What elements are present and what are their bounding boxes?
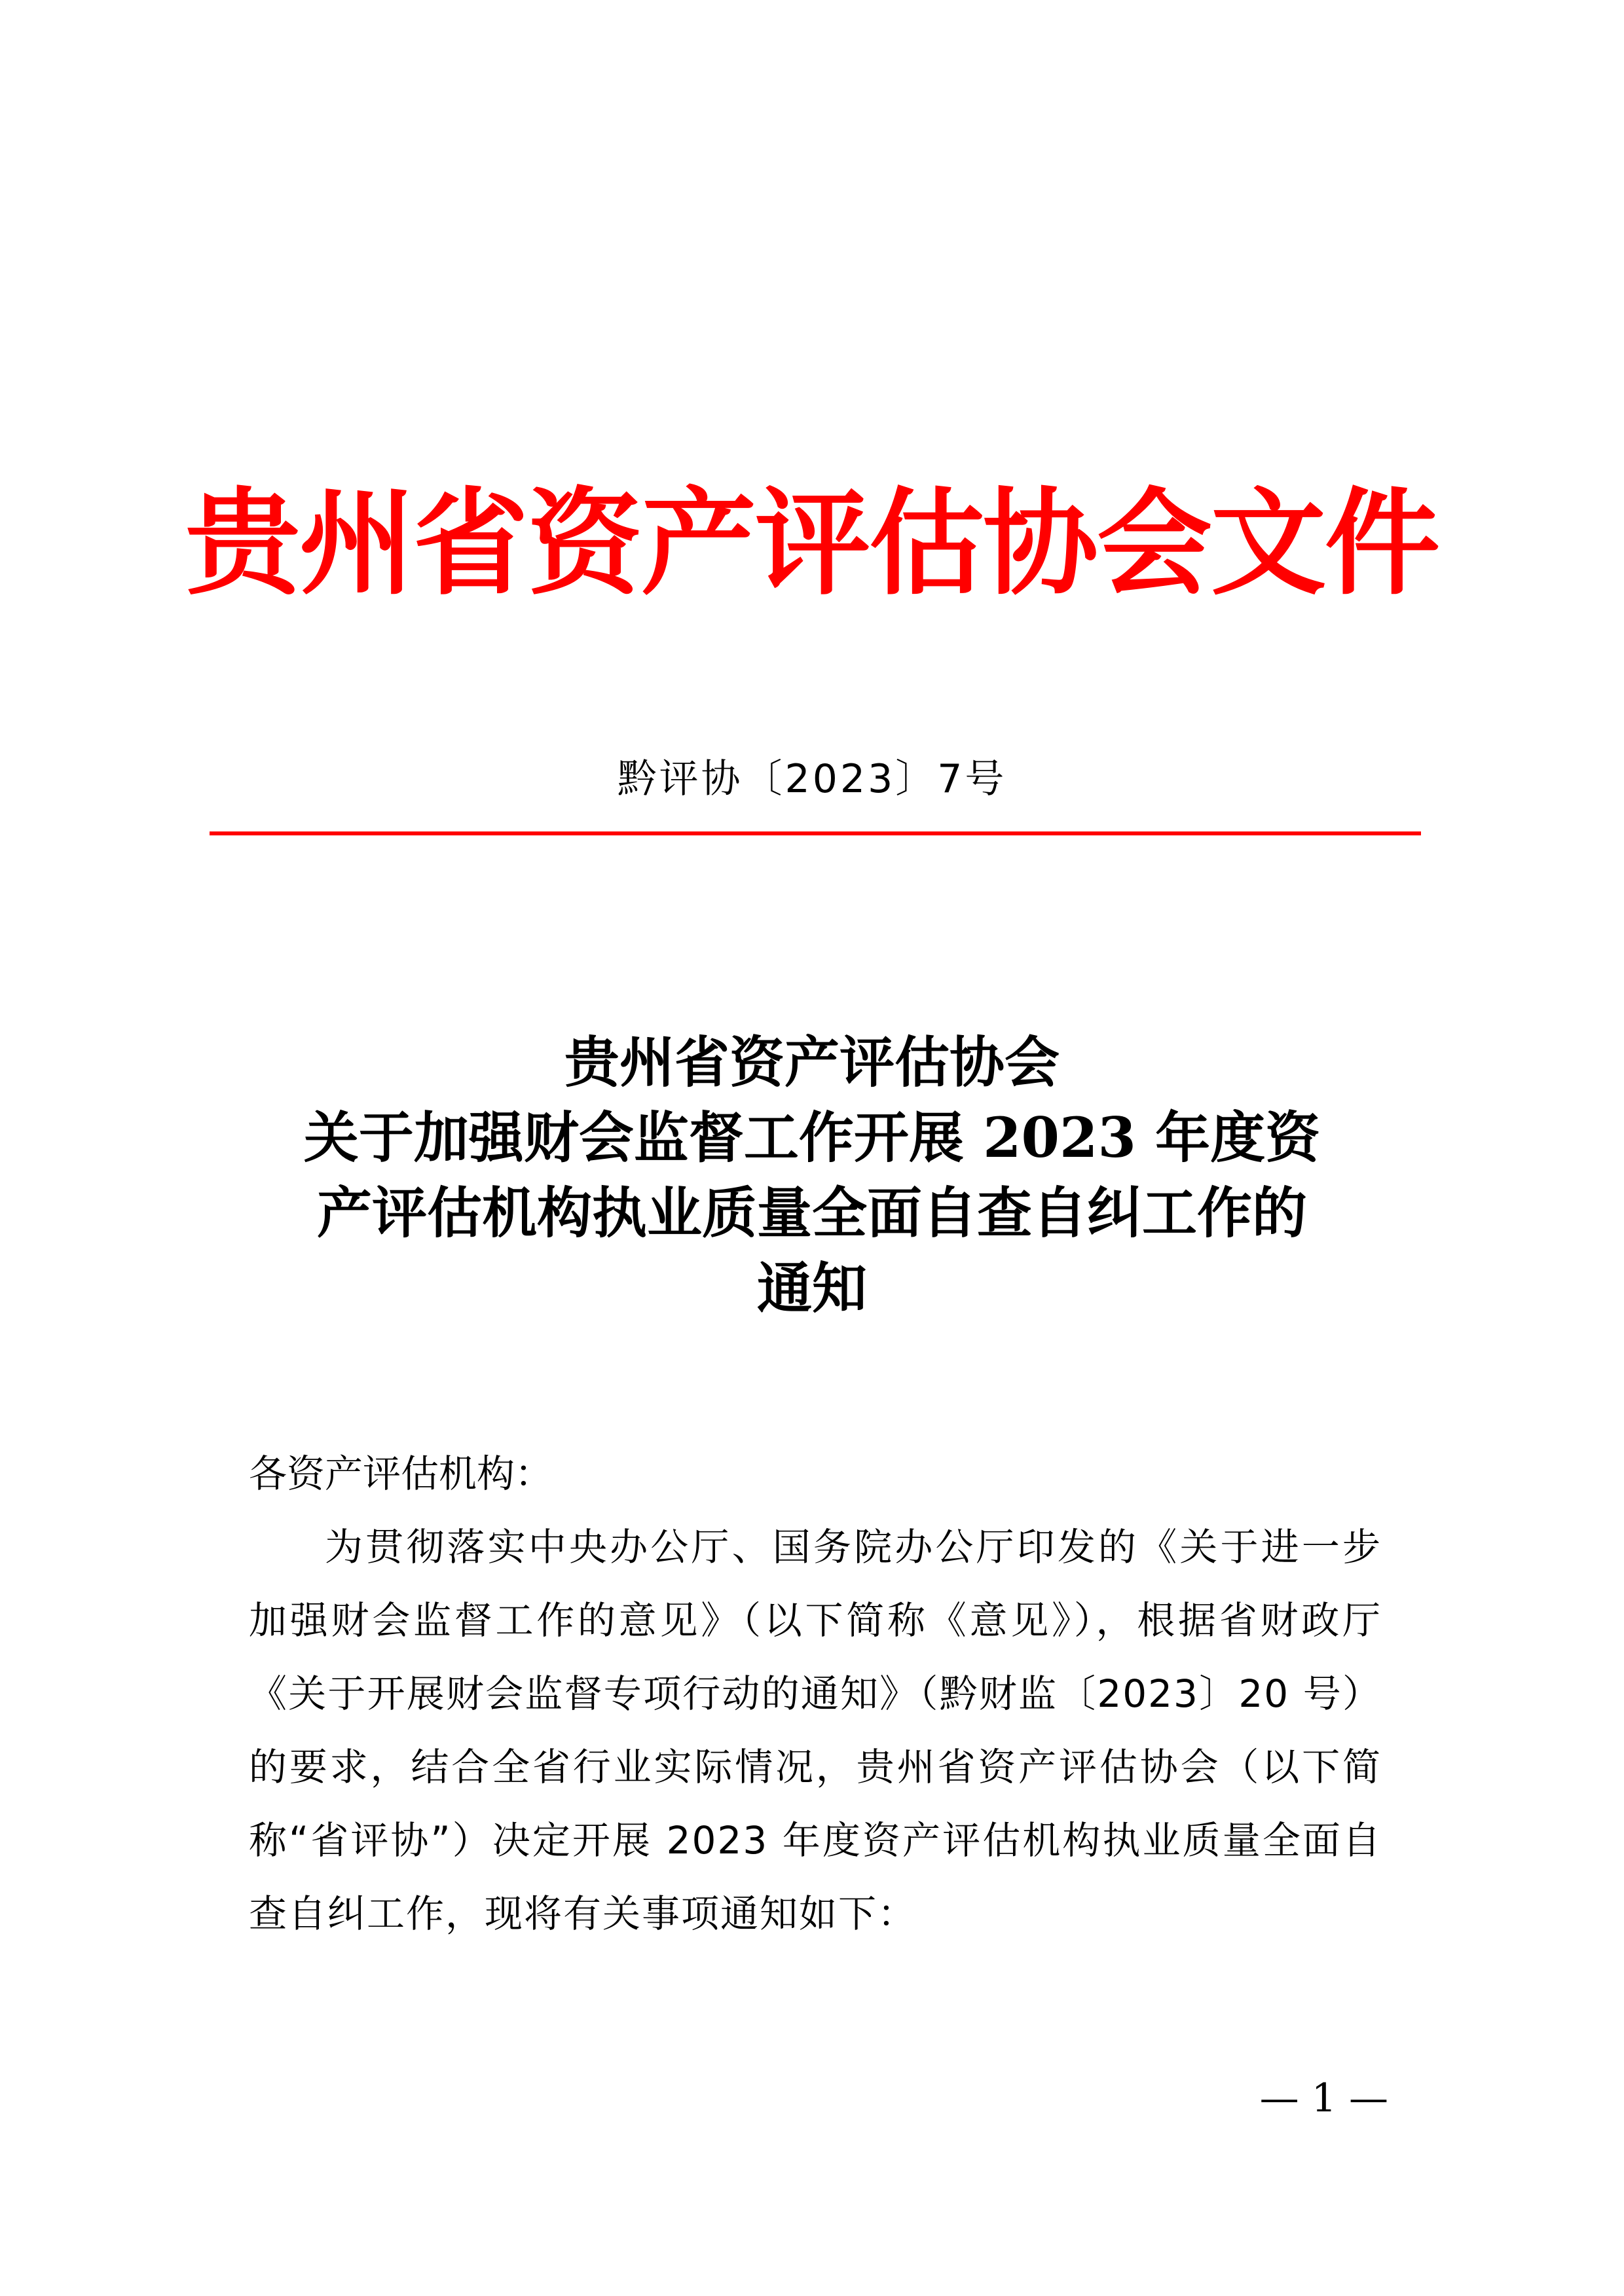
title-line: 贵州省资产评估协会 [564,1030,1060,1095]
red-divider-line [210,831,1421,835]
page-number: — 1 — [1259,2075,1388,2121]
body-paragraph: 为贯彻落实中央办公厅、国务院办公厅印发的《关于进一步加强财会监督工作的意见》（以下简称《意见》），根据省财政厅《关于开展财会监督专项行动的通知》（黔财监〔2023〕20 号）的要求，结合全省行业实际情况，贵州省资产评估协会（以下简称“省评协”）决定开展 2023 年度资产评估机构执业质量全面自查自纠工作，现将有关事项通知如下： [249,1525,1382,1936]
salutation: 各资产评估机构： [249,1451,553,1496]
issuer-header: 贵州省资产评估协会文件 [185,475,1439,611]
document-number: 黔评协〔2023〕7号 [617,756,1007,802]
document-title [196,1025,1428,1326]
title-line: 关于加强财会监督工作开展 2023 年度资 [303,1105,1321,1170]
title-line: 通知 [756,1256,867,1321]
document-body [249,1437,1382,1950]
title-line: 产评估机构执业质量全面自查自纠工作的 [316,1180,1307,1245]
